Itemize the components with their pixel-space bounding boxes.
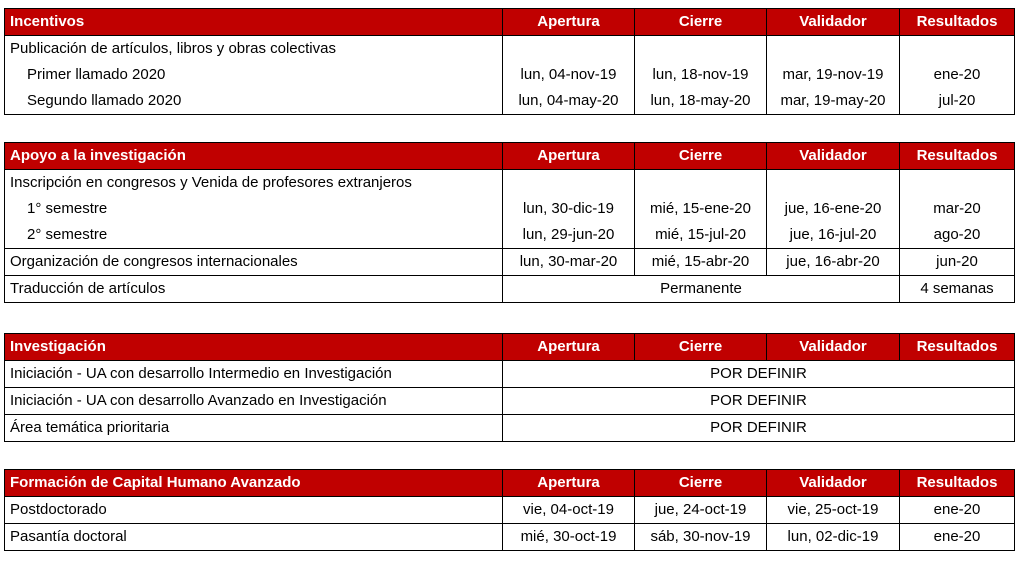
validador-cell: jue, 16-jul-20 <box>767 222 900 249</box>
table-row <box>5 170 1015 197</box>
por-definir-cell: POR DEFINIR <box>503 415 1015 442</box>
header-apertura: Apertura <box>503 334 635 361</box>
cierre-cell: mié, 15-abr-20 <box>635 249 767 276</box>
validador-cell: mar, 19-nov-19 <box>767 62 900 88</box>
header-cierre: Cierre <box>635 470 767 497</box>
header-validador: Validador <box>767 9 900 36</box>
apertura-cell: lun, 29-jun-20 <box>503 222 635 249</box>
header-cierre: Cierre <box>635 334 767 361</box>
incentivos-table <box>4 8 1015 115</box>
investigacion-title: Investigación <box>5 334 503 361</box>
resultados-cell: ago-20 <box>900 222 1015 249</box>
por-definir-cell: POR DEFINIR <box>503 388 1015 415</box>
table-row <box>5 222 1015 249</box>
table-row <box>5 276 1015 303</box>
resultados-cell: ene-20 <box>900 524 1015 551</box>
header-validador: Validador <box>767 143 900 170</box>
apertura-cell: mié, 30-oct-19 <box>503 524 635 551</box>
header-resultados: Resultados <box>900 334 1015 361</box>
row-label: Primer llamado 2020 <box>5 62 503 88</box>
cierre-cell: lun, 18-nov-19 <box>635 62 767 88</box>
validador-cell: lun, 02-dic-19 <box>767 524 900 551</box>
header-resultados: Resultados <box>900 470 1015 497</box>
row-label: Traducción de artículos <box>5 276 503 303</box>
formacion-title: Formación de Capital Humano Avanzado <box>5 470 503 497</box>
row-label: Área temática prioritaria <box>5 415 503 442</box>
resultados-cell: ene-20 <box>900 62 1015 88</box>
cierre-cell: jue, 24-oct-19 <box>635 497 767 524</box>
formacion-table <box>4 469 1015 551</box>
group-label: Inscripción en congresos y Venida de profesores extranjeros <box>5 170 503 197</box>
header-apertura: Apertura <box>503 143 635 170</box>
resultados-cell: 4 semanas <box>900 276 1015 303</box>
row-label: Organización de congresos internacionales <box>5 249 503 276</box>
table-row <box>5 415 1015 442</box>
row-label: 2° semestre <box>5 222 503 249</box>
row-label: Postdoctorado <box>5 497 503 524</box>
table-row <box>5 361 1015 388</box>
table-row <box>5 497 1015 524</box>
validador-cell: jue, 16-abr-20 <box>767 249 900 276</box>
table-row <box>5 62 1015 88</box>
cierre-cell: mié, 15-ene-20 <box>635 196 767 222</box>
resultados-cell: ene-20 <box>900 497 1015 524</box>
header-cierre: Cierre <box>635 9 767 36</box>
resultados-cell: jun-20 <box>900 249 1015 276</box>
formacion-header-row <box>5 470 1015 497</box>
apertura-cell: lun, 04-nov-19 <box>503 62 635 88</box>
por-definir-cell: POR DEFINIR <box>503 361 1015 388</box>
cierre-cell: sáb, 30-nov-19 <box>635 524 767 551</box>
apoyo-title: Apoyo a la investigación <box>5 143 503 170</box>
header-resultados: Resultados <box>900 143 1015 170</box>
validador-cell: jue, 16-ene-20 <box>767 196 900 222</box>
row-label: Iniciación - UA con desarrollo Avanzado en Investigación <box>5 388 503 415</box>
apertura-cell: lun, 04-may-20 <box>503 88 635 115</box>
investigacion-header-row <box>5 334 1015 361</box>
header-apertura: Apertura <box>503 470 635 497</box>
row-label: 1° semestre <box>5 196 503 222</box>
cierre-cell: lun, 18-may-20 <box>635 88 767 115</box>
header-validador: Validador <box>767 334 900 361</box>
header-validador: Validador <box>767 470 900 497</box>
row-label: Segundo llamado 2020 <box>5 88 503 115</box>
apoyo-header-row <box>5 143 1015 170</box>
row-label: Iniciación - UA con desarrollo Intermedio en Investigación <box>5 361 503 388</box>
header-resultados: Resultados <box>900 9 1015 36</box>
header-apertura: Apertura <box>503 9 635 36</box>
investigacion-table <box>4 333 1015 442</box>
table-row <box>5 388 1015 415</box>
resultados-cell: jul-20 <box>900 88 1015 115</box>
validador-cell: mar, 19-may-20 <box>767 88 900 115</box>
table-row <box>5 36 1015 63</box>
table-row <box>5 196 1015 222</box>
table-row <box>5 88 1015 115</box>
permanente-cell: Permanente <box>503 276 900 303</box>
table-row <box>5 249 1015 276</box>
apertura-cell: lun, 30-mar-20 <box>503 249 635 276</box>
validador-cell: vie, 25-oct-19 <box>767 497 900 524</box>
resultados-cell: mar-20 <box>900 196 1015 222</box>
row-label: Pasantía doctoral <box>5 524 503 551</box>
apertura-cell: vie, 04-oct-19 <box>503 497 635 524</box>
group-label: Publicación de artículos, libros y obras colectivas <box>5 36 503 63</box>
apertura-cell: lun, 30-dic-19 <box>503 196 635 222</box>
incentivos-header-row <box>5 9 1015 36</box>
incentivos-title: Incentivos <box>5 9 503 36</box>
header-cierre: Cierre <box>635 143 767 170</box>
table-row <box>5 524 1015 551</box>
apoyo-table <box>4 142 1015 303</box>
cierre-cell: mié, 15-jul-20 <box>635 222 767 249</box>
